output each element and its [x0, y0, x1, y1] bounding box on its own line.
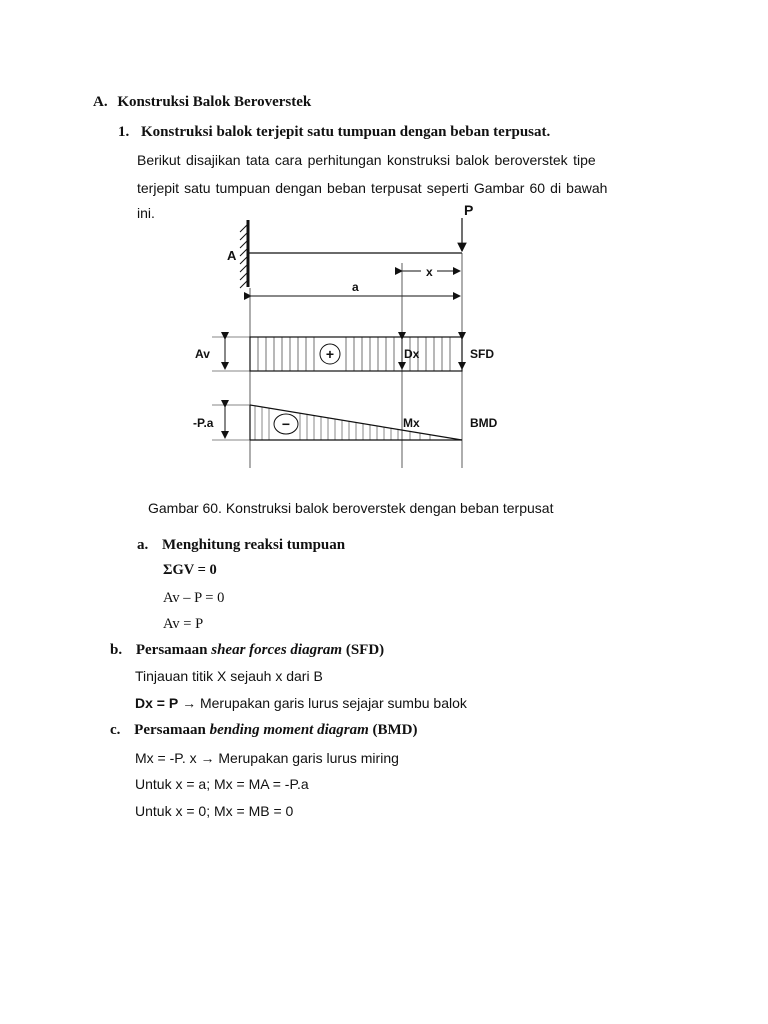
label-Pa: -P.a: [193, 416, 214, 430]
part-c-title: [134, 722, 417, 738]
bmd-diagram: [250, 405, 462, 440]
label-P: P: [464, 202, 474, 218]
part-c-heading: [110, 722, 418, 739]
intro-line-2: terjepit satu tumpuan dengan beban terpusat seperti Gambar 60 di bawah: [137, 180, 608, 196]
label-Av: Av: [195, 347, 210, 361]
part-c-line-3: Untuk x = 0; Mx = MB = 0: [135, 803, 294, 819]
plus-sign: +: [325, 346, 335, 362]
section-title: Konstruksi Balok Beroverstek: [117, 94, 312, 110]
minus-sign: −: [281, 416, 291, 432]
part-c-title-em: bending moment diagram: [209, 722, 369, 738]
part-a-heading: [137, 537, 345, 554]
section-label: A.: [93, 94, 108, 110]
part-b-title-post: (SFD): [342, 642, 385, 658]
label-Dx: Dx: [404, 347, 420, 361]
part-a-title: Menghitung reaksi tumpuan: [162, 537, 346, 553]
figure-caption: Gambar 60. Konstruksi balok beroverstek dengan beban terpusat: [148, 500, 554, 516]
part-c-title-post: (BMD): [368, 722, 418, 738]
label-a: a: [352, 280, 359, 294]
subsection-label: 1.: [118, 124, 130, 140]
dx-explanation: → Merupakan garis lurus sejajar sumbu balok: [178, 695, 467, 711]
intro-line-3: ini.: [137, 205, 155, 221]
part-b-line-2: [135, 695, 467, 711]
eq-av-minus-p: Av – P = 0: [163, 590, 225, 606]
eq-sum-gv: ΣGV = 0: [163, 562, 217, 578]
fixed-support-icon: [240, 220, 248, 288]
part-b-label: b.: [110, 642, 123, 658]
label-SFD: SFD: [470, 347, 494, 361]
part-b-line-1: Tinjauan titik X sejauh x dari B: [135, 668, 323, 684]
part-c-label: c.: [110, 722, 121, 738]
part-c-line-2: Untuk x = a; Mx = MA = -P.a: [135, 776, 309, 792]
part-c-title-pre: Persamaan: [134, 722, 210, 738]
label-A: A: [227, 248, 237, 263]
dx-equation: Dx = P: [135, 695, 179, 711]
subsection-title: Konstruksi balok terjepit satu tumpuan dengan beban terpusat.: [141, 124, 551, 140]
eq-av-equals-p: Av = P: [163, 616, 204, 632]
intro-line-1: Berikut disajikan tata cara perhitungan konstruksi balok beroverstek tipe: [137, 152, 596, 168]
part-b-heading: [110, 642, 384, 659]
part-a-label: a.: [137, 537, 149, 553]
part-c-line-1: Mx = -P. x → Merupakan garis lurus miring: [135, 750, 399, 766]
label-Mx: Mx: [403, 416, 420, 430]
label-x: x: [426, 265, 433, 279]
part-b-title: [136, 642, 384, 658]
label-BMD: BMD: [470, 416, 498, 430]
sfd-diagram: [250, 337, 462, 371]
part-b-title-em: shear forces diagram: [211, 642, 343, 658]
part-b-title-pre: Persamaan: [135, 642, 212, 658]
